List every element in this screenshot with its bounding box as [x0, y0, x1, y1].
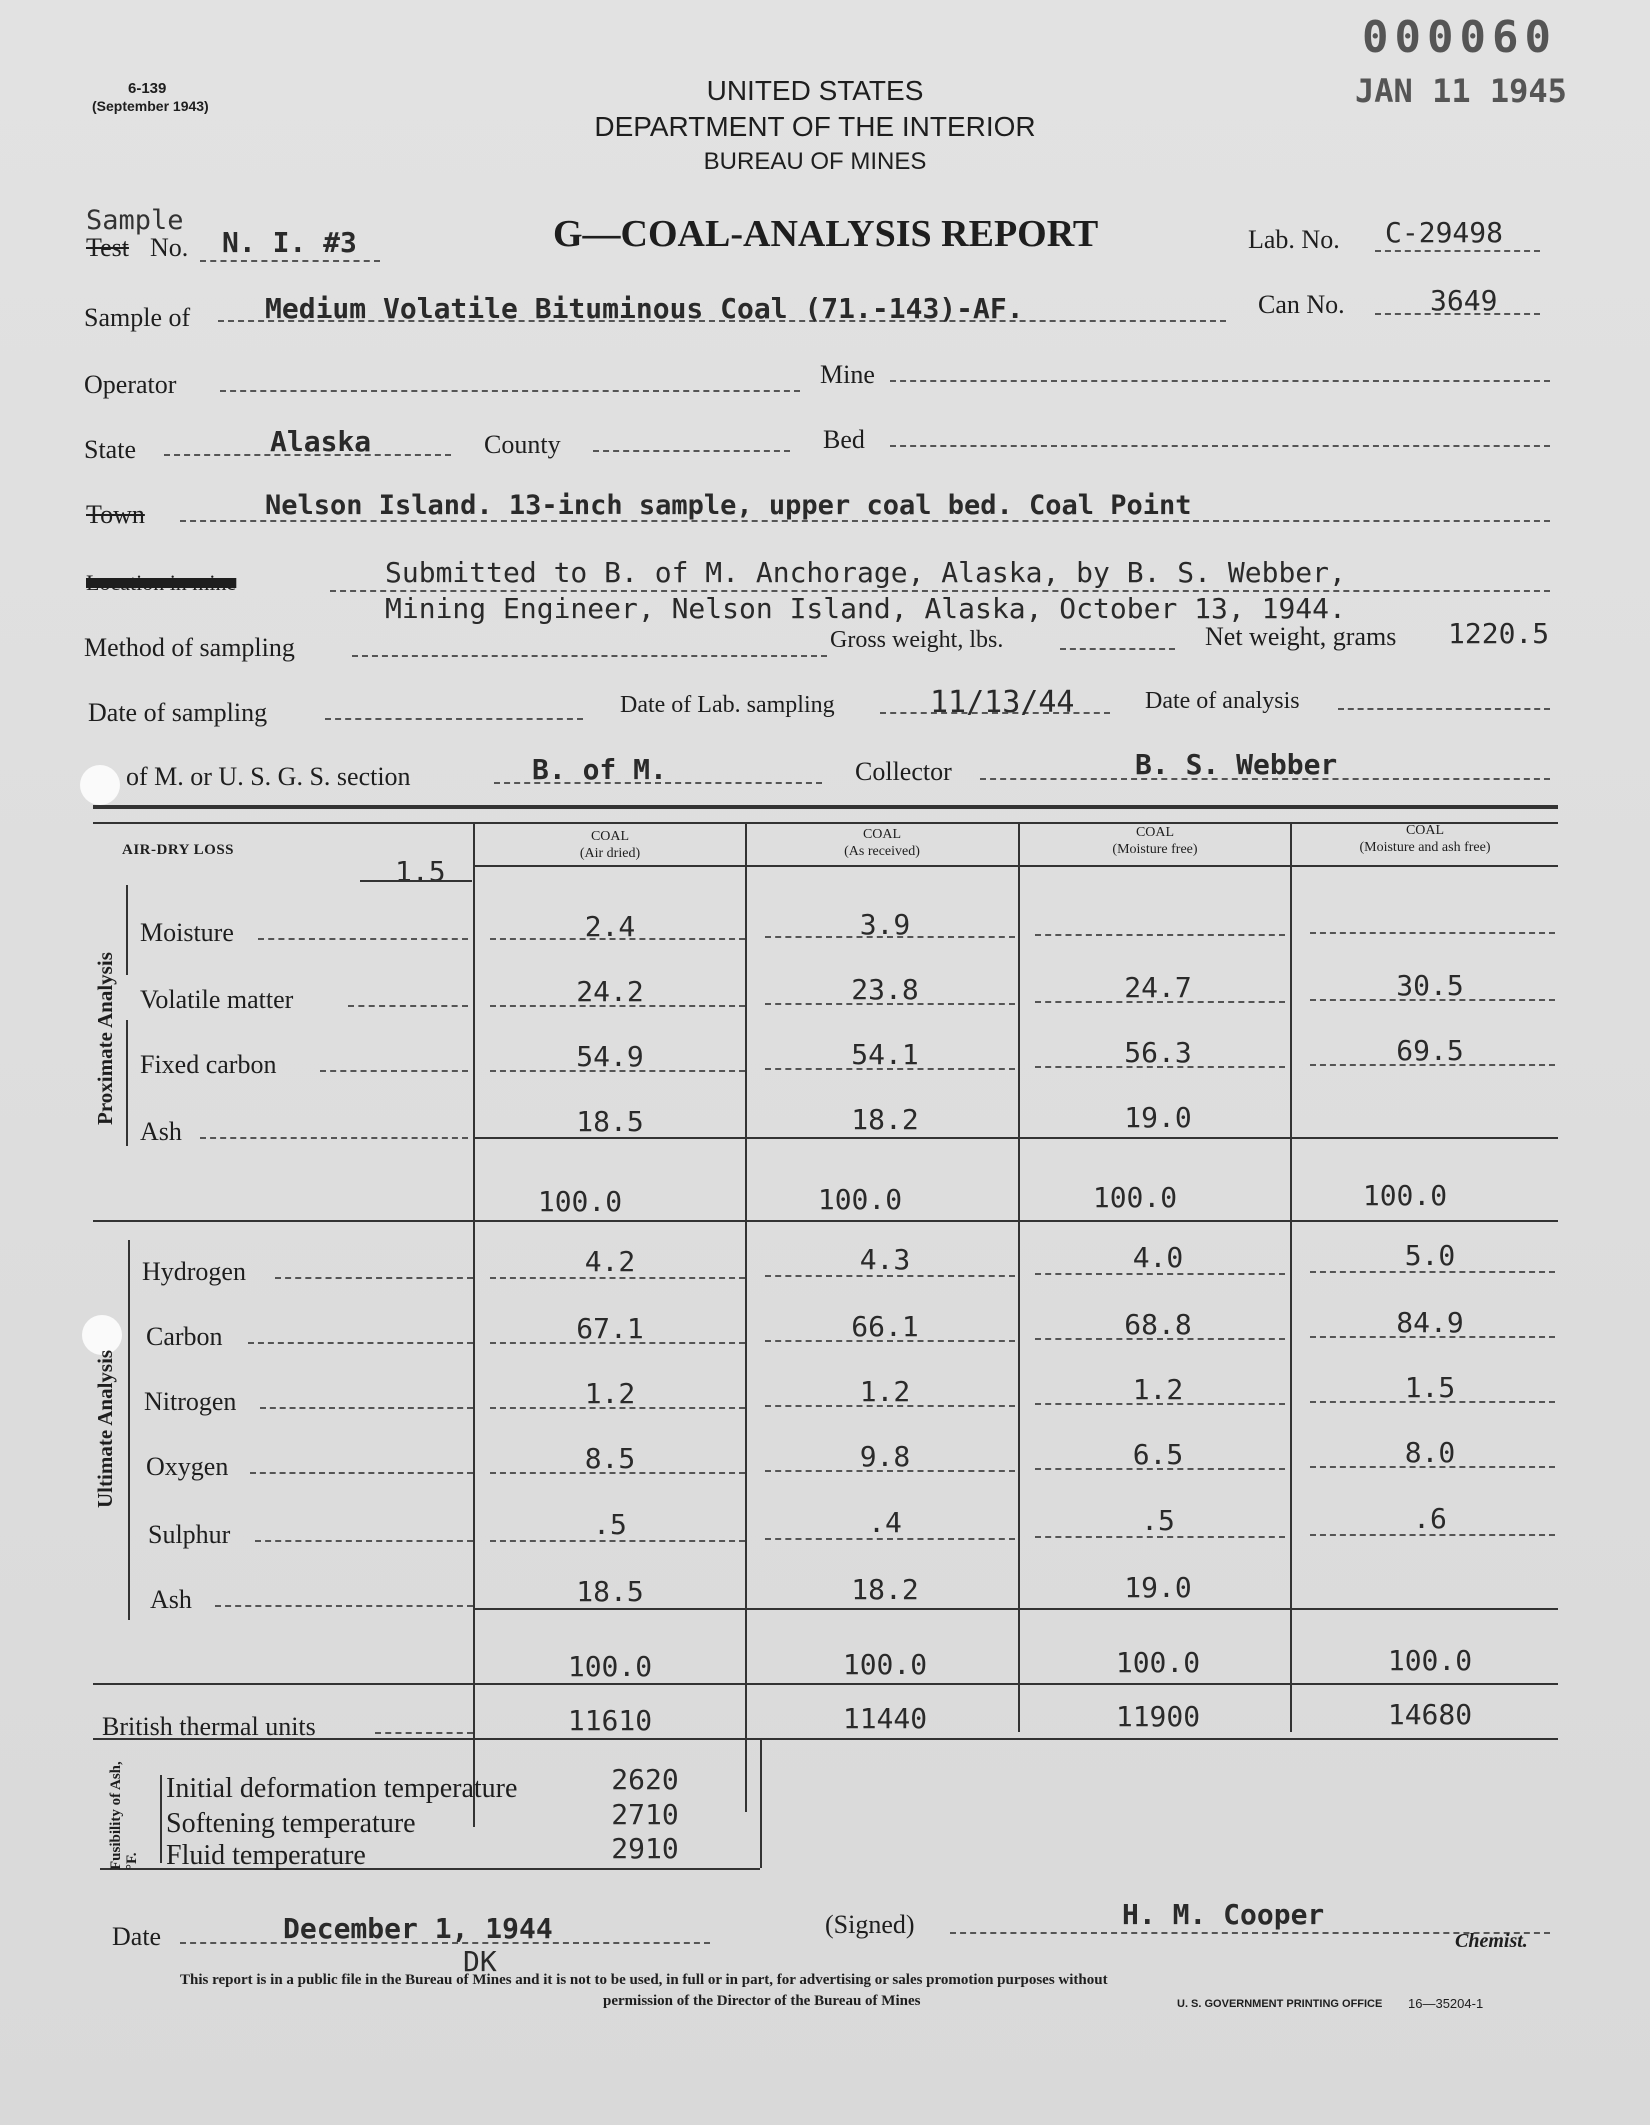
row-label-volatile-matter: Volatile matter: [140, 985, 294, 1014]
cell-volatile-maf: 30.5: [1396, 969, 1464, 1002]
row-label-oxygen: Oxygen: [146, 1452, 229, 1481]
method-label: Method of sampling: [84, 633, 295, 662]
col-header-air-dried-top: COAL: [590, 829, 630, 844]
collector-value: B. S. Webber: [1135, 748, 1338, 781]
header-line3: BUREAU OF MINES: [703, 148, 927, 175]
cell-prox-total-as-received: 100.0: [817, 1183, 903, 1216]
cell-carbon-maf: 84.9: [1396, 1306, 1464, 1339]
cell-btu-as-received: 11440: [842, 1702, 928, 1735]
header-line1: UNITED STATES: [706, 75, 924, 106]
gross-weight-label: Gross weight, lbs.: [830, 627, 1004, 653]
row-label-hydrogen: Hydrogen: [142, 1257, 246, 1286]
sample-handwritten-label: Sample: [86, 205, 184, 236]
lab-no-label: Lab. No.: [1248, 225, 1340, 254]
cell-btu-air-dried: 11610: [567, 1704, 653, 1737]
col-header-as-received-top: COAL: [862, 827, 902, 842]
cell-fixed-carbon-air-dried: 54.9: [576, 1040, 644, 1073]
cell-ash-ult-air-dried: 18.5: [576, 1575, 644, 1608]
cell-ash-prox-air-dried: 18.5: [576, 1105, 644, 1138]
col-header-moisture-free-sub: (Moisture free): [1112, 842, 1198, 857]
cell-nitrogen-as-received: 1.2: [859, 1375, 911, 1408]
col-header-as-received: [747, 826, 1017, 860]
cell-nitrogen-maf: 1.5: [1404, 1371, 1456, 1404]
footer-code: 16—35204-1: [1408, 1996, 1484, 2011]
row-label-carbon: Carbon: [146, 1322, 223, 1351]
fusibility-fluid-value: 2910: [611, 1832, 679, 1865]
cell-ult-total-as-received: 100.0: [842, 1648, 928, 1681]
mine-label: Mine: [820, 360, 875, 389]
cell-carbon-moisture-free: 68.8: [1124, 1308, 1192, 1341]
header-line2: DEPARTMENT OF THE INTERIOR: [594, 111, 1036, 142]
can-no-label: Can No.: [1258, 290, 1345, 319]
footer-notice-line1: This report is in a public file in the Bureau of Mines and it is not to be used, in full or in part, for advertising or sales promotion purposes without: [180, 1972, 1108, 1988]
cell-fixed-carbon-as-received: 54.1: [851, 1038, 919, 1071]
location-value-line2: Mining Engineer, Nelson Island, Alaska, October 13, 1944.: [385, 592, 1346, 625]
sample-of-label: Sample of: [84, 303, 191, 332]
cell-moisture-air-dried: 2.4: [584, 910, 636, 943]
fusibility-side-label: Fusibility of Ash, °F.: [108, 1761, 140, 1870]
net-weight-label: Net weight, grams: [1205, 622, 1397, 651]
cell-ult-total-moisture-free: 100.0: [1115, 1646, 1201, 1679]
cell-volatile-air-dried: 24.2: [576, 975, 644, 1008]
town-value: Nelson Island. 13-inch sample, upper coal bed. Coal Point: [265, 490, 1192, 521]
cell-ash-ult-as-received: 18.2: [851, 1573, 919, 1606]
cell-oxygen-maf: 8.0: [1404, 1436, 1456, 1469]
proximate-analysis-label: Proximate Analysis: [93, 952, 117, 1125]
form-number: 6-139: [128, 80, 167, 97]
cell-ult-total-air-dried: 100.0: [567, 1650, 653, 1683]
form-edition: (September 1943): [92, 98, 209, 114]
cell-nitrogen-moisture-free: 1.2: [1132, 1373, 1184, 1406]
sample-no-value: N. I. #3: [222, 226, 357, 259]
date-of-lab-sampling-label: Date of Lab. sampling: [620, 692, 835, 718]
row-label-btu: British thermal units: [102, 1712, 316, 1741]
footer-printer: U. S. GOVERNMENT PRINTING OFFICE: [1177, 1998, 1383, 2010]
state-label: State: [84, 435, 136, 464]
ultimate-analysis-label: Ultimate Analysis: [93, 1349, 117, 1508]
section-label: of M. or U. S. G. S. section: [126, 762, 411, 791]
cell-oxygen-as-received: 9.8: [859, 1440, 911, 1473]
cell-prox-total-moisture-free: 100.0: [1092, 1181, 1178, 1214]
fusibility-fluid-label: Fluid temperature: [166, 1840, 366, 1871]
sample-no-label: No.: [150, 233, 189, 262]
cell-hydrogen-maf: 5.0: [1404, 1239, 1456, 1272]
lab-no-value: C-29498: [1385, 216, 1504, 249]
location-value-line1: Submitted to B. of M. Anchorage, Alaska, by B. S. Webber,: [385, 556, 1346, 589]
row-label-moisture: Moisture: [140, 918, 234, 947]
footer-notice-line2: permission of the Director of the Bureau of Mines: [603, 1993, 921, 2009]
cell-sulphur-air-dried: .5: [593, 1508, 627, 1541]
net-weight-value: 1220.5: [1448, 617, 1550, 650]
date-label: Date: [112, 1922, 162, 1951]
cell-sulphur-maf: .6: [1413, 1502, 1447, 1535]
received-date-stamp: JAN 11 1945: [1355, 72, 1567, 110]
fusibility-softening-label: Softening temperature: [166, 1808, 416, 1839]
cell-fixed-carbon-moisture-free: 56.3: [1124, 1036, 1192, 1069]
bed-label: Bed: [823, 425, 865, 454]
cell-ash-ult-moisture-free: 19.0: [1124, 1571, 1192, 1604]
cell-moisture-as-received: 3.9: [859, 908, 911, 941]
row-label-nitrogen: Nitrogen: [144, 1387, 237, 1416]
sample-of-value: Medium Volatile Bituminous Coal (71.-143)-AF.: [265, 292, 1024, 325]
cell-volatile-as-received: 23.8: [851, 973, 919, 1006]
fusibility-softening-value: 2710: [611, 1798, 679, 1831]
cell-btu-moisture-free: 11900: [1115, 1700, 1201, 1733]
can-no-value: 3649: [1430, 284, 1498, 317]
cell-prox-total-maf: 100.0: [1362, 1179, 1448, 1212]
col-header-moisture-ash-free: [1292, 822, 1558, 856]
date-of-analysis-label: Date of analysis: [1145, 688, 1300, 714]
cell-carbon-as-received: 66.1: [851, 1310, 919, 1343]
air-dry-loss-label: AIR-DRY LOSS: [122, 842, 235, 858]
col-header-moisture-ash-free-top: COAL: [1405, 823, 1445, 838]
cell-oxygen-moisture-free: 6.5: [1132, 1438, 1184, 1471]
cell-sulphur-as-received: .4: [868, 1506, 902, 1539]
fusibility-initial-label: Initial deformation temperature: [166, 1773, 518, 1804]
cell-carbon-air-dried: 67.1: [576, 1312, 644, 1345]
section-value: B. of M.: [532, 753, 667, 786]
collector-label: Collector: [855, 757, 952, 786]
row-label-fixed-carbon: Fixed carbon: [140, 1050, 277, 1079]
initials-value: DK: [463, 1945, 497, 1978]
cell-oxygen-air-dried: 8.5: [584, 1442, 636, 1475]
col-header-as-received-sub: (As received): [844, 844, 920, 859]
row-label-ash-proximate: Ash: [140, 1117, 182, 1146]
cell-btu-maf: 14680: [1387, 1698, 1473, 1731]
cell-fixed-carbon-maf: 69.5: [1396, 1034, 1464, 1067]
cell-sulphur-moisture-free: .5: [1141, 1504, 1175, 1537]
test-struck-label: Test: [86, 233, 129, 262]
cell-nitrogen-air-dried: 1.2: [584, 1377, 636, 1410]
col-header-moisture-ash-free-sub: (Moisture and ash free): [1359, 840, 1491, 855]
cell-ult-total-maf: 100.0: [1387, 1644, 1473, 1677]
signed-value: H. M. Cooper: [1122, 1898, 1325, 1931]
cell-volatile-moisture-free: 24.7: [1124, 971, 1192, 1004]
town-struck-label: Town: [86, 500, 145, 529]
row-label-sulphur: Sulphur: [148, 1520, 231, 1549]
col-header-moisture-free-top: COAL: [1135, 825, 1175, 840]
location-struck-label: Location in mine: [86, 570, 237, 595]
punch-hole: [80, 765, 120, 805]
date-of-sampling-label: Date of sampling: [88, 698, 268, 727]
cell-hydrogen-moisture-free: 4.0: [1132, 1241, 1184, 1274]
state-value: Alaska: [270, 425, 372, 458]
cell-ash-prox-as-received: 18.2: [851, 1103, 919, 1136]
cell-prox-total-air-dried: 100.0: [537, 1185, 623, 1218]
cell-hydrogen-air-dried: 4.2: [584, 1245, 636, 1278]
fusibility-initial-value: 2620: [611, 1763, 679, 1796]
col-header-air-dried: [475, 828, 745, 862]
cell-hydrogen-as-received: 4.3: [859, 1243, 911, 1276]
cell-ash-prox-moisture-free: 19.0: [1124, 1101, 1192, 1134]
chemist-title: Chemist.: [1455, 1930, 1528, 1952]
signed-label: (Signed): [825, 1910, 915, 1939]
air-dry-loss-value: 1.5: [395, 855, 446, 888]
col-header-air-dried-sub: (Air dried): [579, 846, 641, 861]
row-label-ash-ultimate: Ash: [150, 1585, 192, 1614]
date-of-lab-sampling-value: 11/13/44: [930, 685, 1075, 720]
document-number-stamp: 000060: [1362, 12, 1557, 63]
col-header-moisture-free: [1020, 824, 1290, 858]
report-title: G—COAL-ANALYSIS REPORT: [553, 213, 1099, 255]
county-label: County: [484, 430, 561, 459]
date-value: December 1, 1944: [283, 1912, 553, 1945]
operator-label: Operator: [84, 370, 177, 399]
